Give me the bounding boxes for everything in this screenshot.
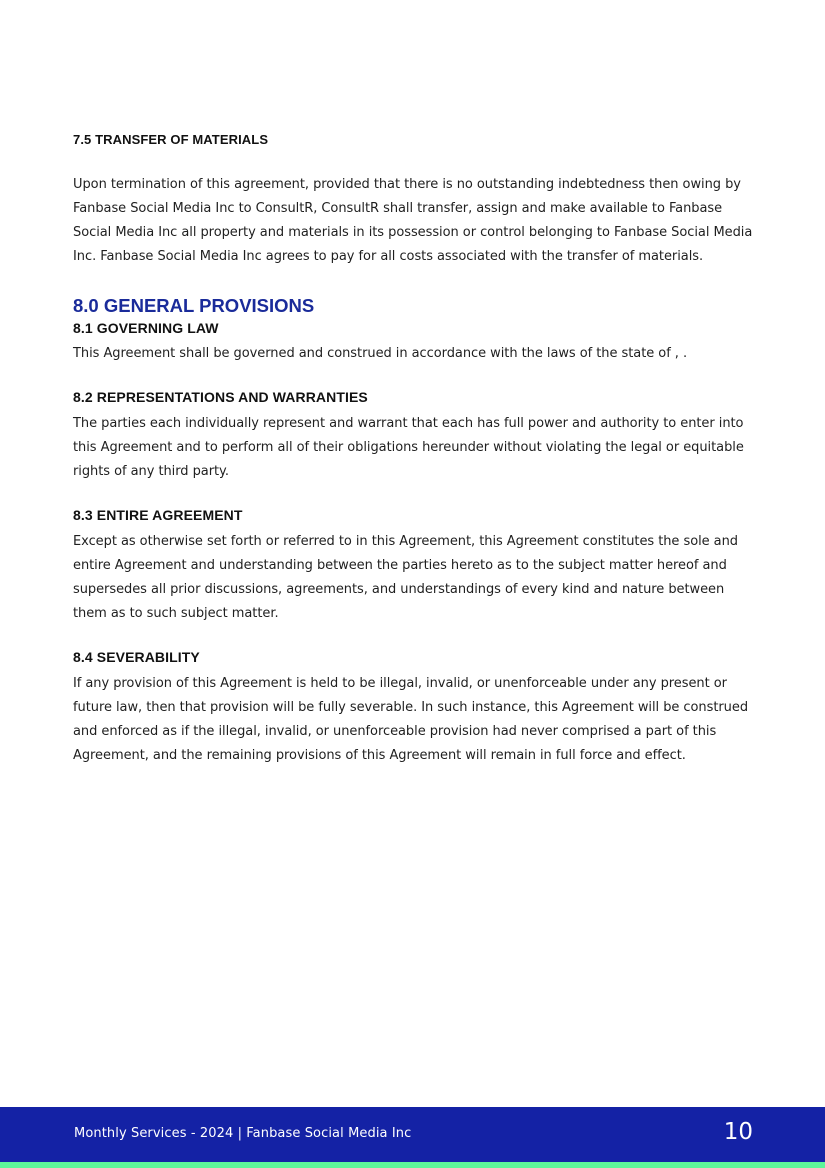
section-8-4-body: If any provision of this Agreement is held to be illegal, invalid, or unenforceable under any present or future law, then that provision will be fully severable. In such instance, this Agreement will be construed and enforced as if the illegal, invalid, or unenforceable provision had never comprised a part of this Agreement, and the remaining provisions of this Agreement will remain in full force and effect. <box>73 676 749 763</box>
section-8-2-body: The parties each individually represent and warrant that each has full power and authority to enter into this Agreement and to perform all of their obligations hereunder without violating the legal or equitable rights of any third party. <box>73 416 744 479</box>
page-footer <box>0 1107 825 1162</box>
section-8-1-body: This Agreement shall be governed and construed in accordance with the laws of the state of , . <box>73 346 688 361</box>
section-7-5-heading: 7.5 TRANSFER OF MATERIALS <box>73 132 269 147</box>
footer-text: Monthly Services - 2024 | Fanbase Social Media Inc <box>74 1126 412 1141</box>
section-7-5-body: Upon termination of this agreement, provided that there is no outstanding indebtedness then owing by Fanbase Social Media Inc to ConsultR, ConsultR shall transfer, assign and make available to Fanbase Social Media Inc all property and materials in its possession or control belonging to Fanbase Social Media Inc. Fanbase Social Media Inc agrees to pay for all costs associated with the transfer of materials. <box>73 177 753 264</box>
section-8-0-heading: 8.0 GENERAL PROVISIONS <box>73 295 315 316</box>
section-8-1-heading: 8.1 GOVERNING LAW <box>73 320 219 336</box>
section-8-2-heading: 8.2 REPRESENTATIONS AND WARRANTIES <box>73 389 368 405</box>
section-8-3-heading: 8.3 ENTIRE AGREEMENT <box>73 507 243 523</box>
document-body <box>73 132 753 768</box>
section-8-4-heading: 8.4 SEVERABILITY <box>73 649 200 665</box>
section-8-3-body: Except as otherwise set forth or referred to in this Agreement, this Agreement constitutes the sole and entire Agreement and understanding between the parties hereto as to the subject matter hereof and supersedes all prior discussions, agreements, and understandings of every kind and nature between them as to such subject matter. <box>73 534 738 621</box>
footer-accent-stripe <box>0 1162 825 1168</box>
page-number: 10 <box>723 1119 753 1145</box>
